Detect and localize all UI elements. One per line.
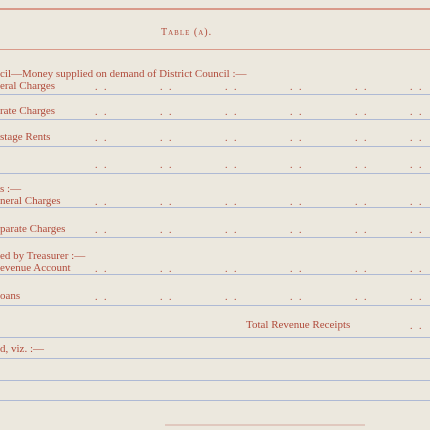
row-label: cil—Money supplied on demand of District Council :— xyxy=(0,68,247,80)
dot-leader: . . xyxy=(355,82,369,93)
dot-leader: . . xyxy=(225,133,239,144)
row-label: evenue Account xyxy=(0,262,71,274)
row-label: oans xyxy=(0,290,21,302)
dot-leader: . . xyxy=(410,133,424,144)
dot-leader: . . xyxy=(160,160,174,171)
dot-leader: . . xyxy=(160,82,174,93)
dot-leader: . . xyxy=(225,264,239,275)
dot-leader: . . xyxy=(160,292,174,303)
dot-leader: . . xyxy=(410,82,424,93)
dot-leader: . . xyxy=(355,225,369,236)
row-line xyxy=(0,146,430,147)
dot-leader: . . xyxy=(95,225,109,236)
dot-leader: . . xyxy=(355,133,369,144)
row-label: parate Charges xyxy=(0,223,66,235)
row-line xyxy=(0,380,430,381)
row-line xyxy=(0,173,430,174)
row-label: s :— xyxy=(0,183,22,195)
top-border-rule xyxy=(0,8,430,10)
dot-leader: . . xyxy=(410,321,424,332)
dot-leader: . . xyxy=(410,160,424,171)
row-label: stage Rents xyxy=(0,131,51,143)
row-line xyxy=(0,400,430,401)
dot-leader: . . xyxy=(410,225,424,236)
row-label: d, viz. :— xyxy=(0,343,44,355)
dot-leader: . . xyxy=(160,225,174,236)
total-revenue-label: Total Revenue Receipts xyxy=(246,319,351,331)
dot-leader: . . xyxy=(160,107,174,118)
row-label: ed by Treasurer :— xyxy=(0,250,86,262)
dot-leader: . . xyxy=(355,292,369,303)
row-line xyxy=(0,337,430,338)
dot-leader: . . xyxy=(95,82,109,93)
dot-leader: . . xyxy=(95,292,109,303)
dot-leader: . . xyxy=(160,197,174,208)
dot-leader: . . xyxy=(290,133,304,144)
dot-leader: . . xyxy=(355,197,369,208)
row-label: neral Charges xyxy=(0,195,61,207)
dot-leader: . . xyxy=(290,107,304,118)
header-rule xyxy=(0,49,430,50)
dot-leader: . . xyxy=(95,107,109,118)
dot-leader: . . xyxy=(410,107,424,118)
dot-leader: . . xyxy=(225,160,239,171)
dot-leader: . . xyxy=(95,160,109,171)
bleed-through-text xyxy=(165,424,365,426)
row-line xyxy=(0,119,430,120)
dot-leader: . . xyxy=(290,160,304,171)
row-label: rate Charges xyxy=(0,105,56,117)
dot-leader: . . xyxy=(95,197,109,208)
table-title: Table (a). xyxy=(161,27,213,38)
dot-leader: . . xyxy=(410,264,424,275)
dot-leader: . . xyxy=(290,292,304,303)
dot-leader: . . xyxy=(225,225,239,236)
dot-leader: . . xyxy=(410,292,424,303)
dot-leader: . . xyxy=(290,264,304,275)
dot-leader: . . xyxy=(410,197,424,208)
row-line xyxy=(0,237,430,238)
row-line xyxy=(0,94,430,95)
row-line xyxy=(0,305,430,306)
dot-leader: . . xyxy=(160,264,174,275)
dot-leader: . . xyxy=(225,107,239,118)
dot-leader: . . xyxy=(355,107,369,118)
row-label: eral Charges xyxy=(0,80,56,92)
dot-leader: . . xyxy=(95,133,109,144)
dot-leader: . . xyxy=(225,197,239,208)
dot-leader: . . xyxy=(290,197,304,208)
dot-leader: . . xyxy=(225,292,239,303)
dot-leader: . . xyxy=(355,160,369,171)
row-line xyxy=(0,358,430,359)
dot-leader: . . xyxy=(95,264,109,275)
dot-leader: . . xyxy=(160,133,174,144)
dot-leader: . . xyxy=(355,264,369,275)
dot-leader: . . xyxy=(290,82,304,93)
dot-leader: . . xyxy=(225,82,239,93)
dot-leader: . . xyxy=(290,225,304,236)
